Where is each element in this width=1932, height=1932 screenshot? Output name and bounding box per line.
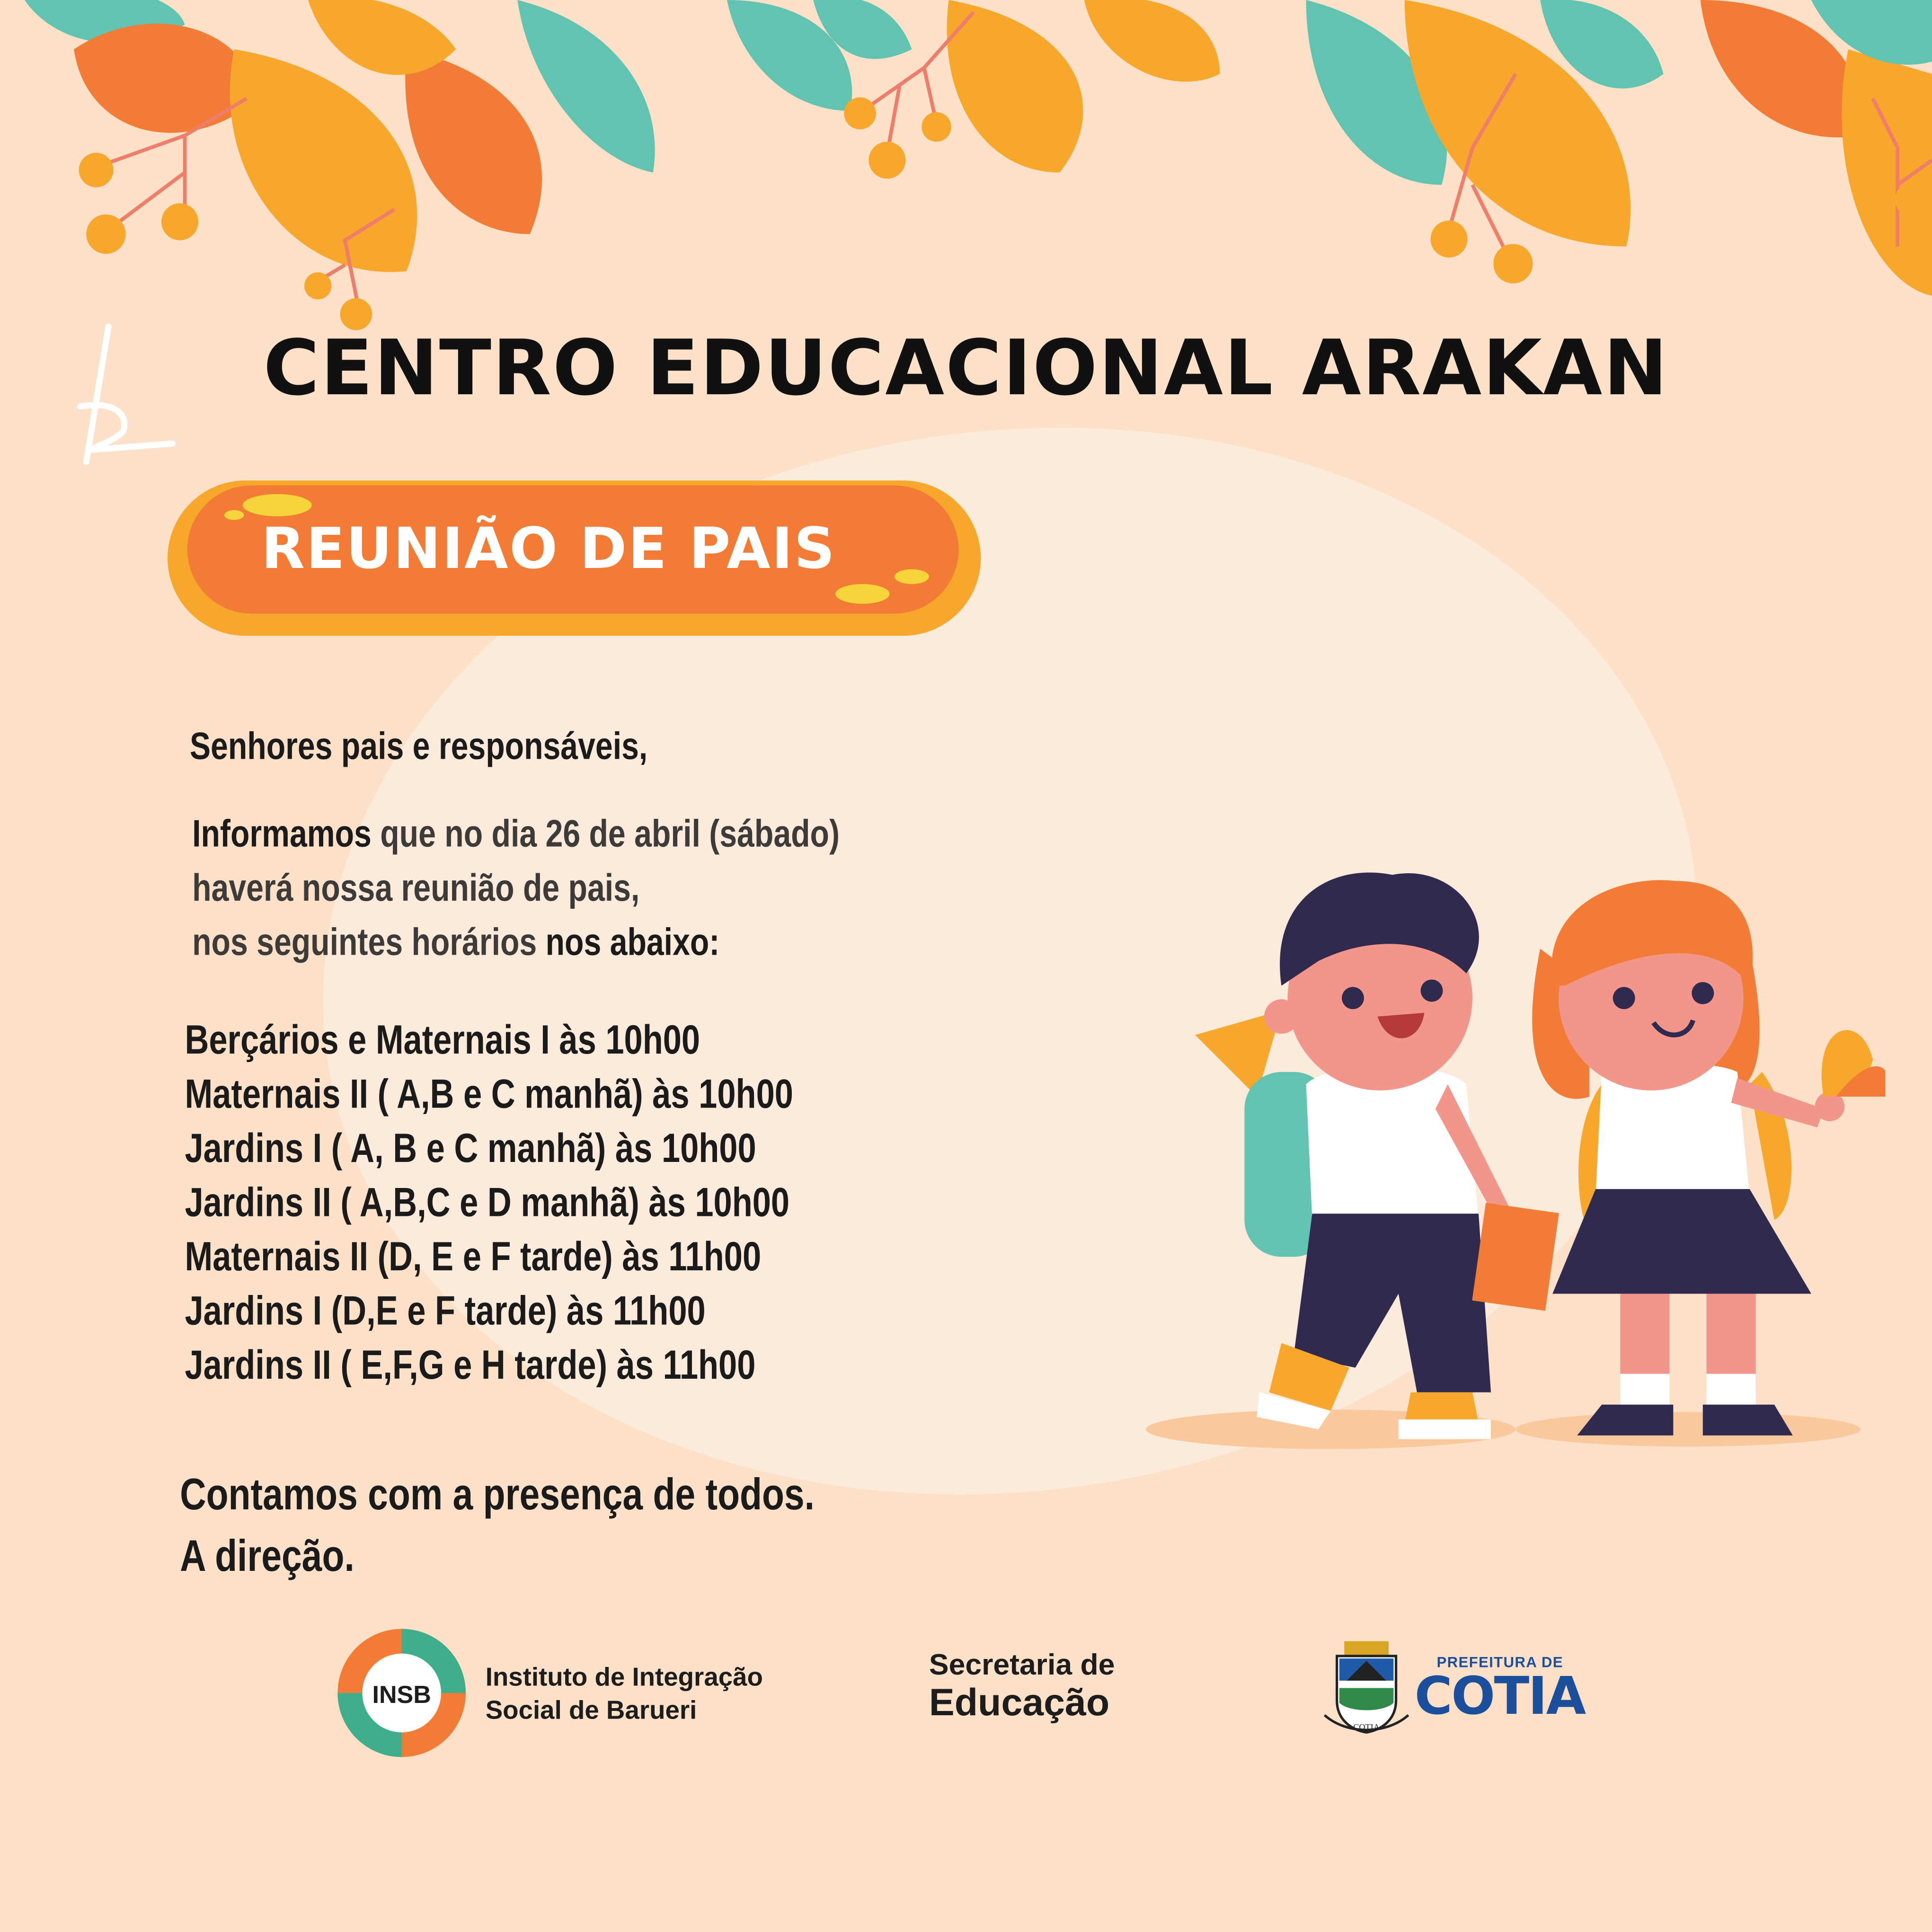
schedule-item: Jardins I ( A, B e C manhã) às 10h00 (185, 1125, 756, 1171)
children-illustration (1146, 850, 1885, 1466)
page-title: CENTRO EDUCACIONAL ARAKAN (263, 323, 1669, 413)
schedule-item: Maternais II (D, E e F tarde) às 11h00 (185, 1233, 762, 1279)
intro-text (192, 807, 840, 970)
schedule-item: Maternais II ( A,B e C manhã) às 10h00 (185, 1071, 793, 1117)
secretaria-logo: Secretaria de Educação (929, 1648, 1115, 1724)
greeting-text: Senhores pais e responsáveis, (189, 724, 648, 768)
closing-line-1: Contamos com a presença de todos. (180, 1469, 815, 1519)
schedule-item: Jardins II ( E,F,G e H tarde) às 11h00 (185, 1342, 756, 1388)
badge-label: REUNIÃO DE PAIS (261, 515, 836, 582)
schedule-list (185, 1013, 793, 1392)
cotia-small-label: PREFEITURA DE (1436, 1653, 1563, 1671)
leaf-decoration-icon (0, 0, 1932, 333)
insb-logo-icon (333, 1624, 471, 1762)
schedule-item: Berçários e Maternais I às 10h00 (185, 1016, 700, 1063)
intro-line-2: haverá nossa reunião de pais, (192, 866, 640, 910)
intro-line-3: nos seguintes horários nos abaixo: (192, 920, 720, 964)
closing-text (180, 1464, 815, 1587)
cotia-crest-label: COTIA (1353, 1722, 1380, 1732)
schedule-item: Jardins I (D,E e F tarde) às 11h00 (185, 1287, 706, 1333)
intro-line-1: Informamos que no dia 26 de abril (sábado) (192, 812, 840, 855)
closing-line-2: A direção. (180, 1530, 354, 1581)
schedule-item: Jardins II ( A,B,C e D manhã) às 10h00 (185, 1179, 790, 1225)
cotia-crest-icon (1322, 1639, 1410, 1737)
cotia-wordmark: COTIA (1414, 1666, 1585, 1727)
insb-mark: INSB (372, 1681, 431, 1709)
insb-name: Instituto de Integração Social de Barueri (485, 1663, 763, 1725)
